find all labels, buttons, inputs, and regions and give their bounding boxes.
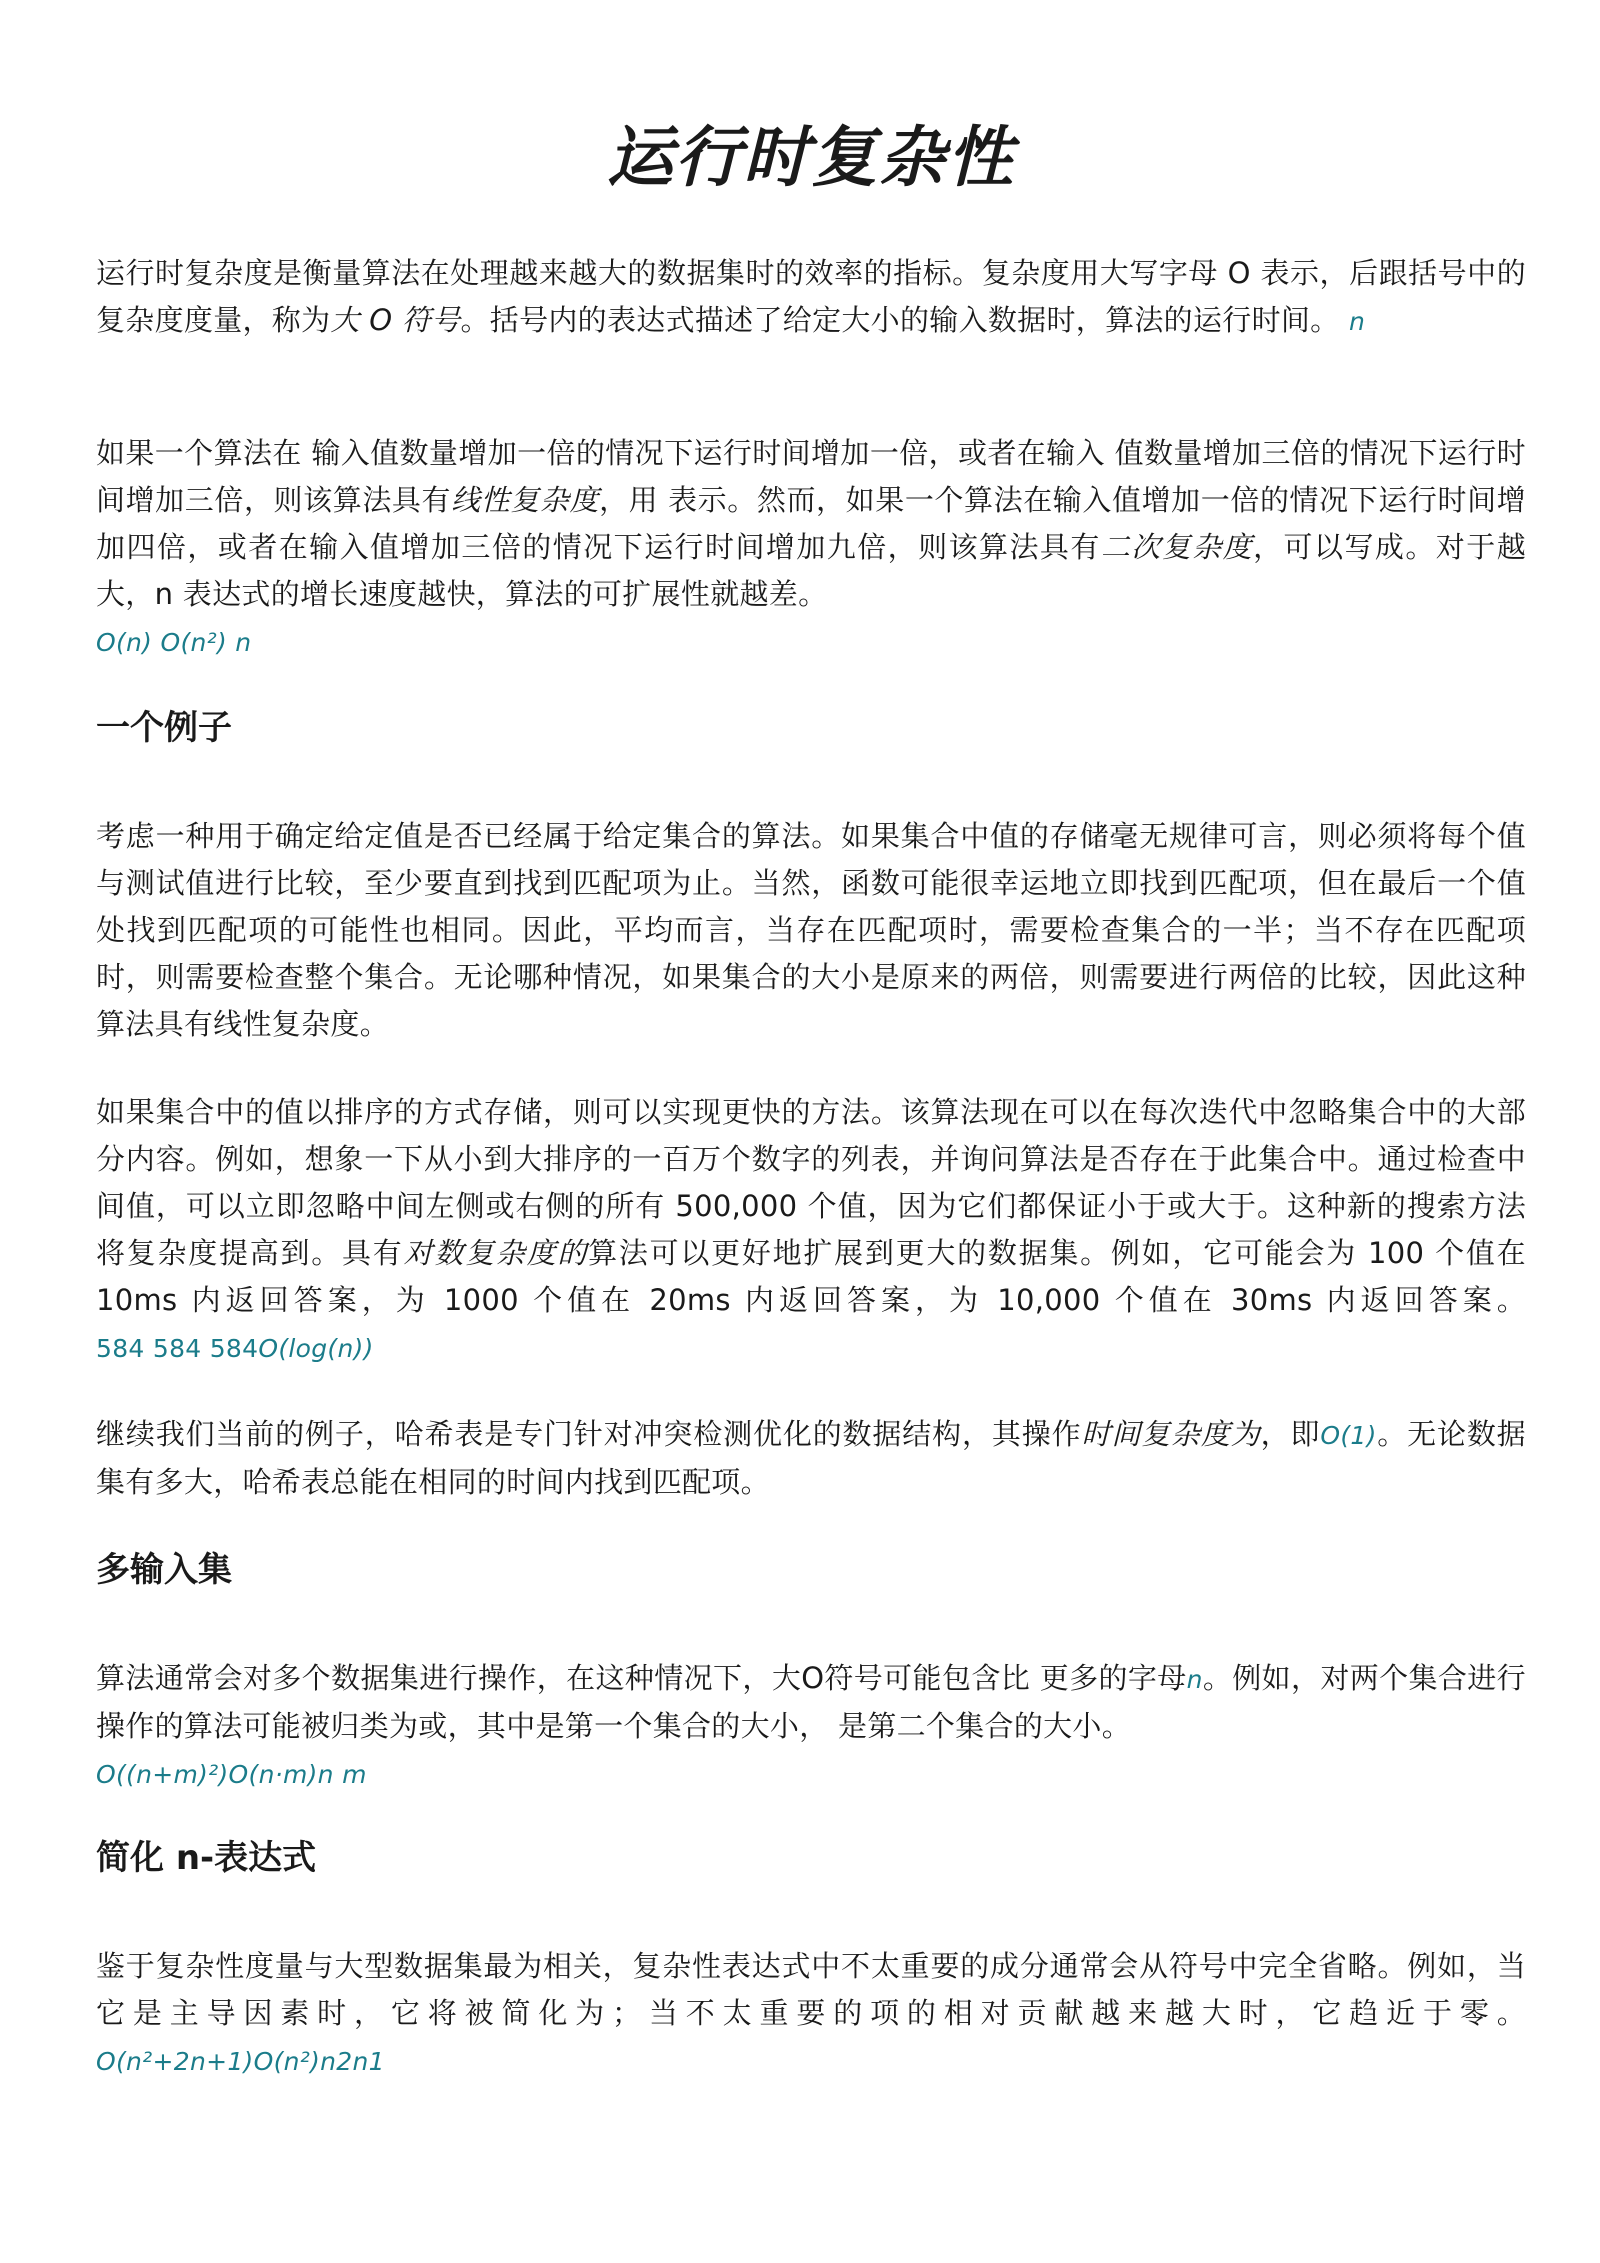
multi-paragraph-1 <box>96 1655 1526 1798</box>
simplify-paragraph-1 <box>96 1943 1526 2085</box>
multi-p1-text-b: 。例如，对两个集合进行操作的算法可能被归类为或，其中是第一个集合的大小， 是第二个集合的大小。 <box>96 1661 1526 1743</box>
page-title: 运行时复杂性 <box>607 119 1015 196</box>
example-paragraph-2 <box>96 1089 1526 1372</box>
multi-p1-text-a: 算法通常会对多个数据集进行操作，在这种情况下，大O符号可能包含比 更多的字母 <box>96 1661 1187 1695</box>
intro-p2-emphasis-linear: 线性复杂度 <box>451 483 600 517</box>
intro-p1-text-b: 。括号内的表达式描述了给定大小的输入数据时，算法的运行时间。 <box>460 303 1340 337</box>
intro-p2-text-b: ，用 表示。然而，如果一个算法在输入值增加一倍的情况下运行时间增加四倍，或者在输入值增加三倍的情况下运行时间增加九倍，则该算法具有 <box>96 483 1526 564</box>
example-p2-text-a: 如果集合中的值以排序的方式存储，则可以实现更快的方法。该算法现在可以在每次迭代中忽略集合中的大部分内容。例如，想象一下从小到大排序的一百万个数字的列表，并询问算法是否存在于此集合中。通过检查中间值，可以立即忽略中间左侧或右侧的所有 500,000 个值，因为它们都保证小于或大于。这种新的搜索方法将复杂度提高到。具有 <box>96 1095 1526 1270</box>
section-heading-example: 一个例子 <box>96 708 232 748</box>
multi-p1-math: O((n+m)²)O(n·m)n m <box>96 1760 367 1789</box>
example-p3-emphasis: 时间复杂度为 <box>1081 1417 1261 1451</box>
example-p3-text-a: 继续我们当前的例子，哈希表是专门针对冲突检测优化的数据结构，其操作 <box>96 1417 1082 1451</box>
simplify-p1-math: O(n²+2n+1)O(n²)n2n1 <box>96 2047 385 2076</box>
intro-p2-text-c: ，可以写成。对于越大，n 表达式的增长速度越快，算法的可扩展性就越差。 <box>96 530 1526 611</box>
example-p3-math: O(1) <box>1320 1421 1377 1450</box>
intro-p2-text-a: 如果一个算法在 输入值数量增加一倍的情况下运行时间增加一倍，或者在输入 值数量增加三倍的情况下运行时间增加三倍，则该算法具有 <box>96 436 1526 517</box>
example-p2-math-numbers: 584 584 584 <box>96 1334 259 1363</box>
intro-p2-emphasis-quadratic: 二次复杂度 <box>1100 530 1254 564</box>
example-p2-emphasis: 对数复杂度的 <box>403 1236 589 1270</box>
intro-paragraph-2 <box>96 430 1526 666</box>
intro-p1-math: n <box>1349 307 1366 336</box>
intro-p1-text-a: 运行时复杂度是衡量算法在处理越来越大的数据集时的效率的指标。复杂度用大写字母 O 表示，后跟括号中的复杂度度量，称为 <box>96 256 1526 337</box>
intro-p1-emphasis: 大 O 符号 <box>330 303 461 337</box>
multi-p1-math-n: n <box>1186 1665 1203 1694</box>
simplify-p1-text: 鉴于复杂性度量与大型数据集最为相关，复杂性表达式中不太重要的成分通常会从符号中完全省略。例如，当它是主导因素时，它将被简化为；当不太重要的项的相对贡献越来越大时，它趋近于零。 <box>96 1949 1526 2030</box>
example-p2-math: O(log(n)) <box>258 1334 374 1363</box>
section-heading-multi-input: 多输入集 <box>96 1550 232 1590</box>
example-p2-text-b: 算法可以更好地扩展到更大的数据集。例如，它可能会为 100 个值在 10ms 内返回答案，为 1000 个值在 20ms 内返回答案，为 10,000 个值在 30ms 内返回答案。 <box>96 1236 1526 1317</box>
intro-paragraph-1 <box>96 250 1526 345</box>
section-heading-simplify: 简化 n-表达式 <box>96 1838 317 1878</box>
example-paragraph-1: 考虑一种用于确定给定值是否已经属于给定集合的算法。如果集合中值的存储毫无规律可言，则必须将每个值与测试值进行比较，至少要直到找到匹配项为止。当然，函数可能很幸运地立即找到匹配项，但在最后一个值处找到匹配项的可能性也相同。因此，平均而言，当存在匹配项时，需要检查集合的一半；当不存在匹配项时，则需要检查整个集合。无论哪种情况，如果集合的大小是原来的两倍，则需要进行两倍的比较，因此这种算法具有线性复杂度。 <box>96 819 1526 1041</box>
example-p3-text-b: ，即 <box>1260 1417 1321 1451</box>
intro-p2-math: O(n) O(n²) n <box>96 628 252 657</box>
example-paragraph-3 <box>96 1411 1526 1506</box>
example-p3-text-c: 。无论数据集有多大，哈希表总能在相同的时间内找到匹配项。 <box>96 1417 1526 1499</box>
